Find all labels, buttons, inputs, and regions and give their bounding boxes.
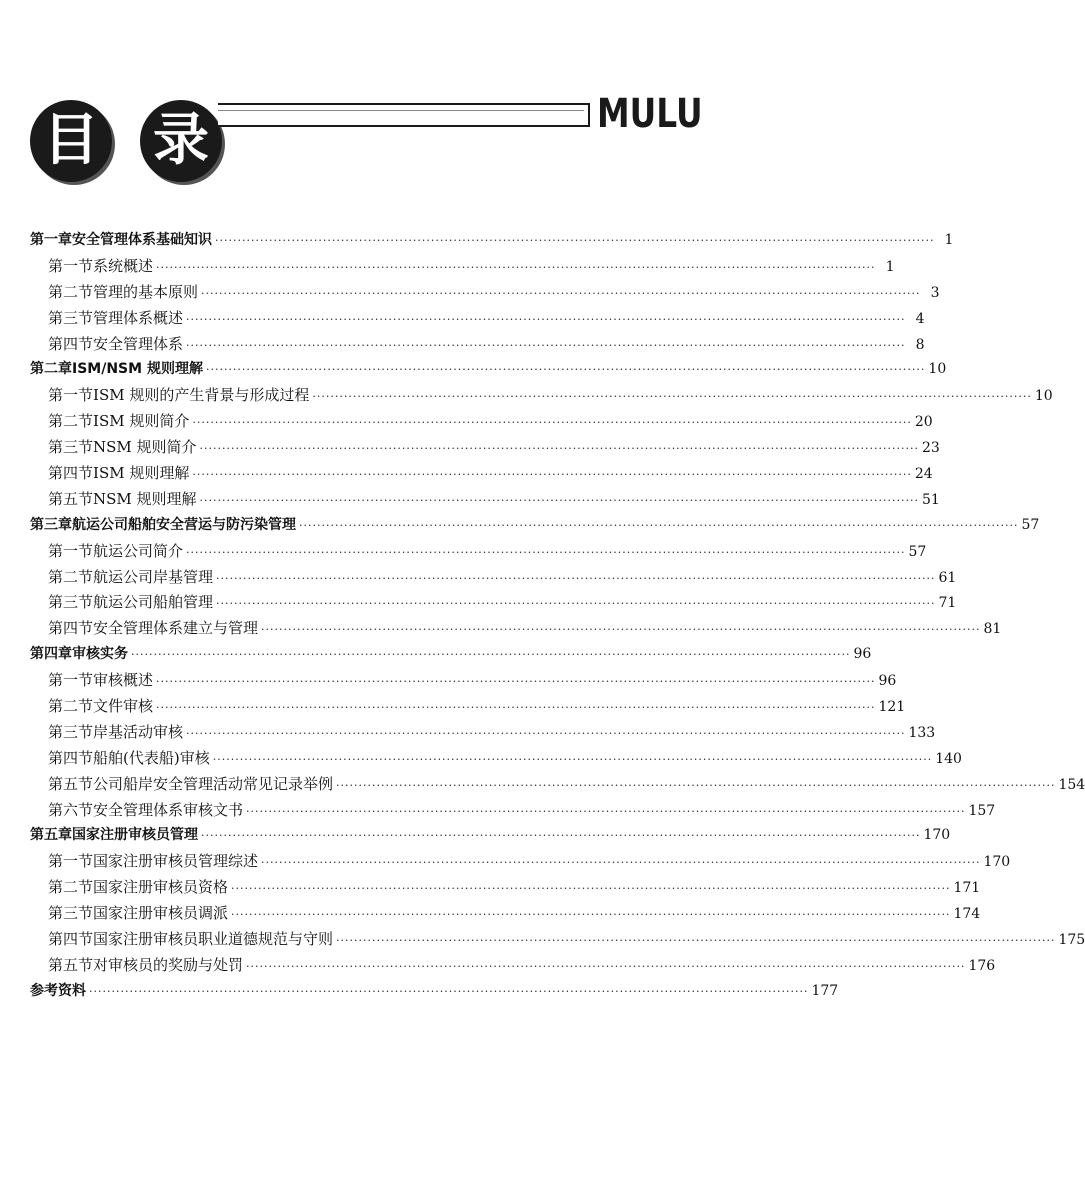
- toc-entry-title: 参考资料: [30, 982, 86, 999]
- toc-entry-title: 安全管理体系: [93, 334, 184, 353]
- toc-entry-title: 航运公司船舶管理: [93, 593, 214, 612]
- toc-dot-leader: ································································································································································: [199, 442, 919, 456]
- toc-dot-leader: ································································································································································: [199, 493, 919, 507]
- toc-section-entry[interactable]: [30, 669, 897, 695]
- toc-section-entry[interactable]: [30, 384, 1053, 410]
- toc-entry-title: 审核概述: [93, 671, 154, 690]
- toc-page-number: 4: [915, 310, 925, 327]
- toc-entry-title: 系统概述: [93, 256, 154, 275]
- toc-page-number: 96: [853, 646, 872, 663]
- toc-section-entry[interactable]: [30, 255, 895, 281]
- toc-page-number: 51: [922, 491, 940, 508]
- toc-page-number: 140: [935, 750, 962, 767]
- toc-section-entry[interactable]: [30, 488, 940, 514]
- toc-entry-number: 第二节: [48, 282, 94, 301]
- toc-page-number: 1: [944, 232, 954, 248]
- toc-entry-title: ISM 规则的产生背景与形成过程: [93, 386, 310, 405]
- toc-page-number: 3: [930, 284, 940, 301]
- toc-entry-number: 第二节: [48, 412, 94, 431]
- toc-appendix-entry[interactable]: [30, 980, 839, 1006]
- toc-page-number: 10: [1034, 388, 1053, 405]
- toc-entry-number: 第一节: [48, 541, 94, 560]
- toc-entry-title: ISM/NSM 规则理解: [72, 361, 203, 378]
- toc-dot-leader: ································································································································································: [212, 752, 933, 766]
- toc-page-number: 133: [908, 724, 936, 741]
- toc-page-number: 61: [938, 569, 957, 586]
- toc-entry-number: 第二节: [48, 697, 94, 716]
- toc-page-number: 170: [983, 854, 1011, 871]
- toc-page-number: 24: [914, 466, 933, 483]
- toc-entry-title: 国家注册审核员管理: [72, 827, 198, 844]
- toc-dot-leader: ································································································································································: [156, 675, 876, 689]
- toc-page-number: 170: [923, 827, 951, 844]
- toc-entry-title: 国家注册审核员资格: [93, 878, 229, 897]
- toc-entry-title: 安全管理体系建立与管理: [93, 619, 259, 638]
- toc-entry-number: 第三节: [48, 593, 94, 612]
- contents-header: [0, 0, 790, 200]
- toc-section-entry[interactable]: [30, 747, 962, 773]
- toc-entry-number: 第四章: [30, 646, 72, 663]
- toc-page-number: 177: [811, 982, 839, 999]
- toc-entry-title: ISM 规则简介: [93, 412, 190, 431]
- toc-chapter-entry[interactable]: [30, 643, 872, 669]
- toc-entry-title: 国家注册审核员管理综述: [93, 852, 259, 871]
- toc-entry-title: 国家注册审核员调派: [93, 904, 229, 923]
- toc-entry-number: 第五节: [48, 955, 94, 974]
- toc-page-number: 8: [915, 336, 925, 353]
- toc-entry-number: 第三章: [30, 516, 72, 533]
- toc-section-entry[interactable]: [30, 436, 940, 462]
- toc-entry-title: NSM 规则理解: [93, 489, 197, 508]
- toc-entry-number: 第一节: [48, 671, 94, 690]
- toc-entry-title: 航运公司简介: [93, 541, 184, 560]
- toc-entry-number: 第一节: [48, 256, 94, 275]
- toc-section-entry[interactable]: [30, 462, 933, 488]
- pinyin-title: MULU: [597, 91, 703, 137]
- toc-section-entry[interactable]: [30, 773, 1085, 799]
- toc-entry-number: 第五节: [48, 774, 94, 793]
- toc-page-number: 96: [878, 673, 897, 690]
- toc-page-number: 10: [928, 361, 947, 378]
- toc-dot-leader: ································································································································································: [336, 934, 1056, 948]
- toc-section-entry[interactable]: [30, 281, 940, 307]
- toc-section-entry[interactable]: [30, 876, 981, 902]
- toc-entry-title: 审核实务: [72, 646, 128, 663]
- toc-page-number: 57: [908, 543, 927, 560]
- toc-entry-number: 第二节: [48, 878, 94, 897]
- toc-entry-title: 国家注册审核员职业道德规范与守则: [93, 930, 334, 949]
- toc-section-entry[interactable]: [30, 902, 981, 928]
- toc-entry-title: 岸基活动审核: [93, 722, 184, 741]
- toc-section-entry[interactable]: [30, 799, 996, 825]
- toc-entry-title: 管理的基本原则: [93, 282, 199, 301]
- toc-page-number: 176: [968, 957, 996, 974]
- toc-section-entry[interactable]: [30, 850, 1011, 876]
- toc-page-number: 81: [983, 621, 1002, 638]
- title-char-mu: 目: [30, 100, 112, 182]
- toc-dot-leader: ································································································································································: [131, 648, 851, 662]
- toc-dot-leader: ································································································································································: [186, 545, 906, 559]
- toc-section-entry[interactable]: [30, 410, 933, 436]
- toc-chapter-entry[interactable]: [30, 824, 951, 850]
- toc-page-number: 154: [1058, 776, 1085, 793]
- toc-entry-title: ISM 规则理解: [93, 464, 190, 483]
- toc-dot-leader: ································································································································································: [246, 959, 966, 973]
- toc-section-entry[interactable]: [30, 307, 925, 333]
- toc-entry-number: 第五节: [48, 489, 94, 508]
- toc-dot-leader: ································································································································································: [299, 518, 1019, 532]
- toc-entry-number: 第二章: [30, 361, 72, 378]
- toc-entry-title: NSM 规则简介: [93, 438, 197, 457]
- toc-section-entry[interactable]: [30, 928, 1085, 954]
- toc-entry-number: 第四节: [48, 464, 94, 483]
- toc-entry-number: 第一章: [30, 232, 72, 248]
- toc-dot-leader: ································································································································································: [261, 623, 981, 637]
- toc-page-number: 1: [885, 258, 895, 275]
- toc-dot-leader: ································································································································································: [201, 286, 921, 300]
- toc-chapter-entry[interactable]: [30, 229, 954, 255]
- toc-page-number: 20: [914, 414, 933, 431]
- toc-entry-title: 公司船岸安全管理活动常见记录举例: [93, 774, 334, 793]
- toc-section-entry[interactable]: [30, 721, 936, 747]
- toc-dot-leader: ································································································································································: [261, 856, 981, 870]
- toc-entry-number: 第四节: [48, 748, 94, 767]
- toc-dot-leader: ································································································································································: [216, 571, 936, 585]
- toc-chapter-entry[interactable]: [30, 358, 947, 384]
- toc-section-entry[interactable]: [30, 617, 1002, 643]
- toc-section-entry[interactable]: [30, 954, 996, 980]
- toc-entry-number: 第三节: [48, 722, 94, 741]
- toc-entry-number: 第一节: [48, 852, 94, 871]
- table-of-contents: [30, 229, 1085, 1006]
- toc-entry-title: 安全管理体系审核文书: [93, 800, 244, 819]
- toc-section-entry[interactable]: [30, 566, 957, 592]
- toc-dot-leader: ································································································································································: [186, 312, 906, 326]
- toc-page-number: 57: [1021, 516, 1040, 533]
- toc-page-number: 157: [968, 802, 996, 819]
- toc-page-number: 171: [953, 880, 981, 897]
- toc-entry-number: 第三节: [48, 438, 94, 457]
- toc-entry-number: 第五章: [30, 827, 72, 844]
- toc-entry-number: 第四节: [48, 619, 94, 638]
- toc-entry-title: 安全管理体系基础知识: [72, 232, 212, 248]
- toc-dot-leader: ································································································································································: [89, 984, 809, 998]
- toc-dot-leader: ································································································································································: [192, 416, 912, 430]
- toc-dot-leader: ································································································································································: [186, 726, 906, 740]
- toc-entry-number: 第二节: [48, 567, 94, 586]
- toc-chapter-entry[interactable]: [30, 514, 1040, 540]
- toc-dot-leader: ································································································································································: [336, 778, 1056, 792]
- toc-section-entry[interactable]: [30, 540, 927, 566]
- toc-dot-leader: ································································································································································: [156, 260, 876, 274]
- toc-entry-title: 航运公司船舶安全营运与防污染管理: [72, 516, 296, 533]
- toc-dot-leader: ································································································································································: [216, 597, 936, 611]
- toc-entry-number: 第一节: [48, 386, 94, 405]
- toc-entry-number: 第三节: [48, 308, 94, 327]
- toc-dot-leader: ································································································································································: [205, 363, 926, 377]
- toc-dot-leader: ································································································································································: [192, 468, 912, 482]
- toc-dot-leader: ································································································································································: [312, 390, 1032, 404]
- toc-dot-leader: ································································································································································: [215, 234, 935, 247]
- toc-section-entry[interactable]: [30, 591, 957, 617]
- toc-entry-title: 文件审核: [93, 697, 154, 716]
- toc-dot-leader: ································································································································································: [186, 338, 906, 352]
- toc-page-number: 175: [1058, 932, 1085, 949]
- toc-entry-number: 第四节: [48, 334, 94, 353]
- title-char-lu: 录: [140, 100, 222, 182]
- header-rule: [218, 103, 590, 127]
- toc-page-number: 71: [938, 595, 957, 612]
- toc-dot-leader: ································································································································································: [231, 908, 951, 922]
- toc-dot-leader: ································································································································································: [231, 882, 951, 896]
- toc-page-number: 174: [953, 906, 981, 923]
- toc-section-entry[interactable]: [30, 333, 925, 359]
- toc-dot-leader: ································································································································································: [201, 829, 921, 843]
- toc-section-entry[interactable]: [30, 695, 906, 721]
- toc-entry-title: 船舶(代表船)审核: [93, 748, 210, 767]
- toc-entry-number: 第四节: [48, 930, 94, 949]
- toc-dot-leader: ································································································································································: [246, 804, 966, 818]
- toc-entry-title: 航运公司岸基管理: [93, 567, 214, 586]
- toc-entry-title: 对审核员的奖励与处罚: [93, 955, 244, 974]
- toc-page-number: 121: [878, 699, 906, 716]
- toc-entry-title: 管理体系概述: [93, 308, 184, 327]
- toc-page-number: 23: [922, 440, 940, 457]
- toc-entry-number: 第六节: [48, 800, 94, 819]
- toc-entry-number: 第三节: [48, 904, 94, 923]
- toc-dot-leader: ································································································································································: [156, 701, 876, 715]
